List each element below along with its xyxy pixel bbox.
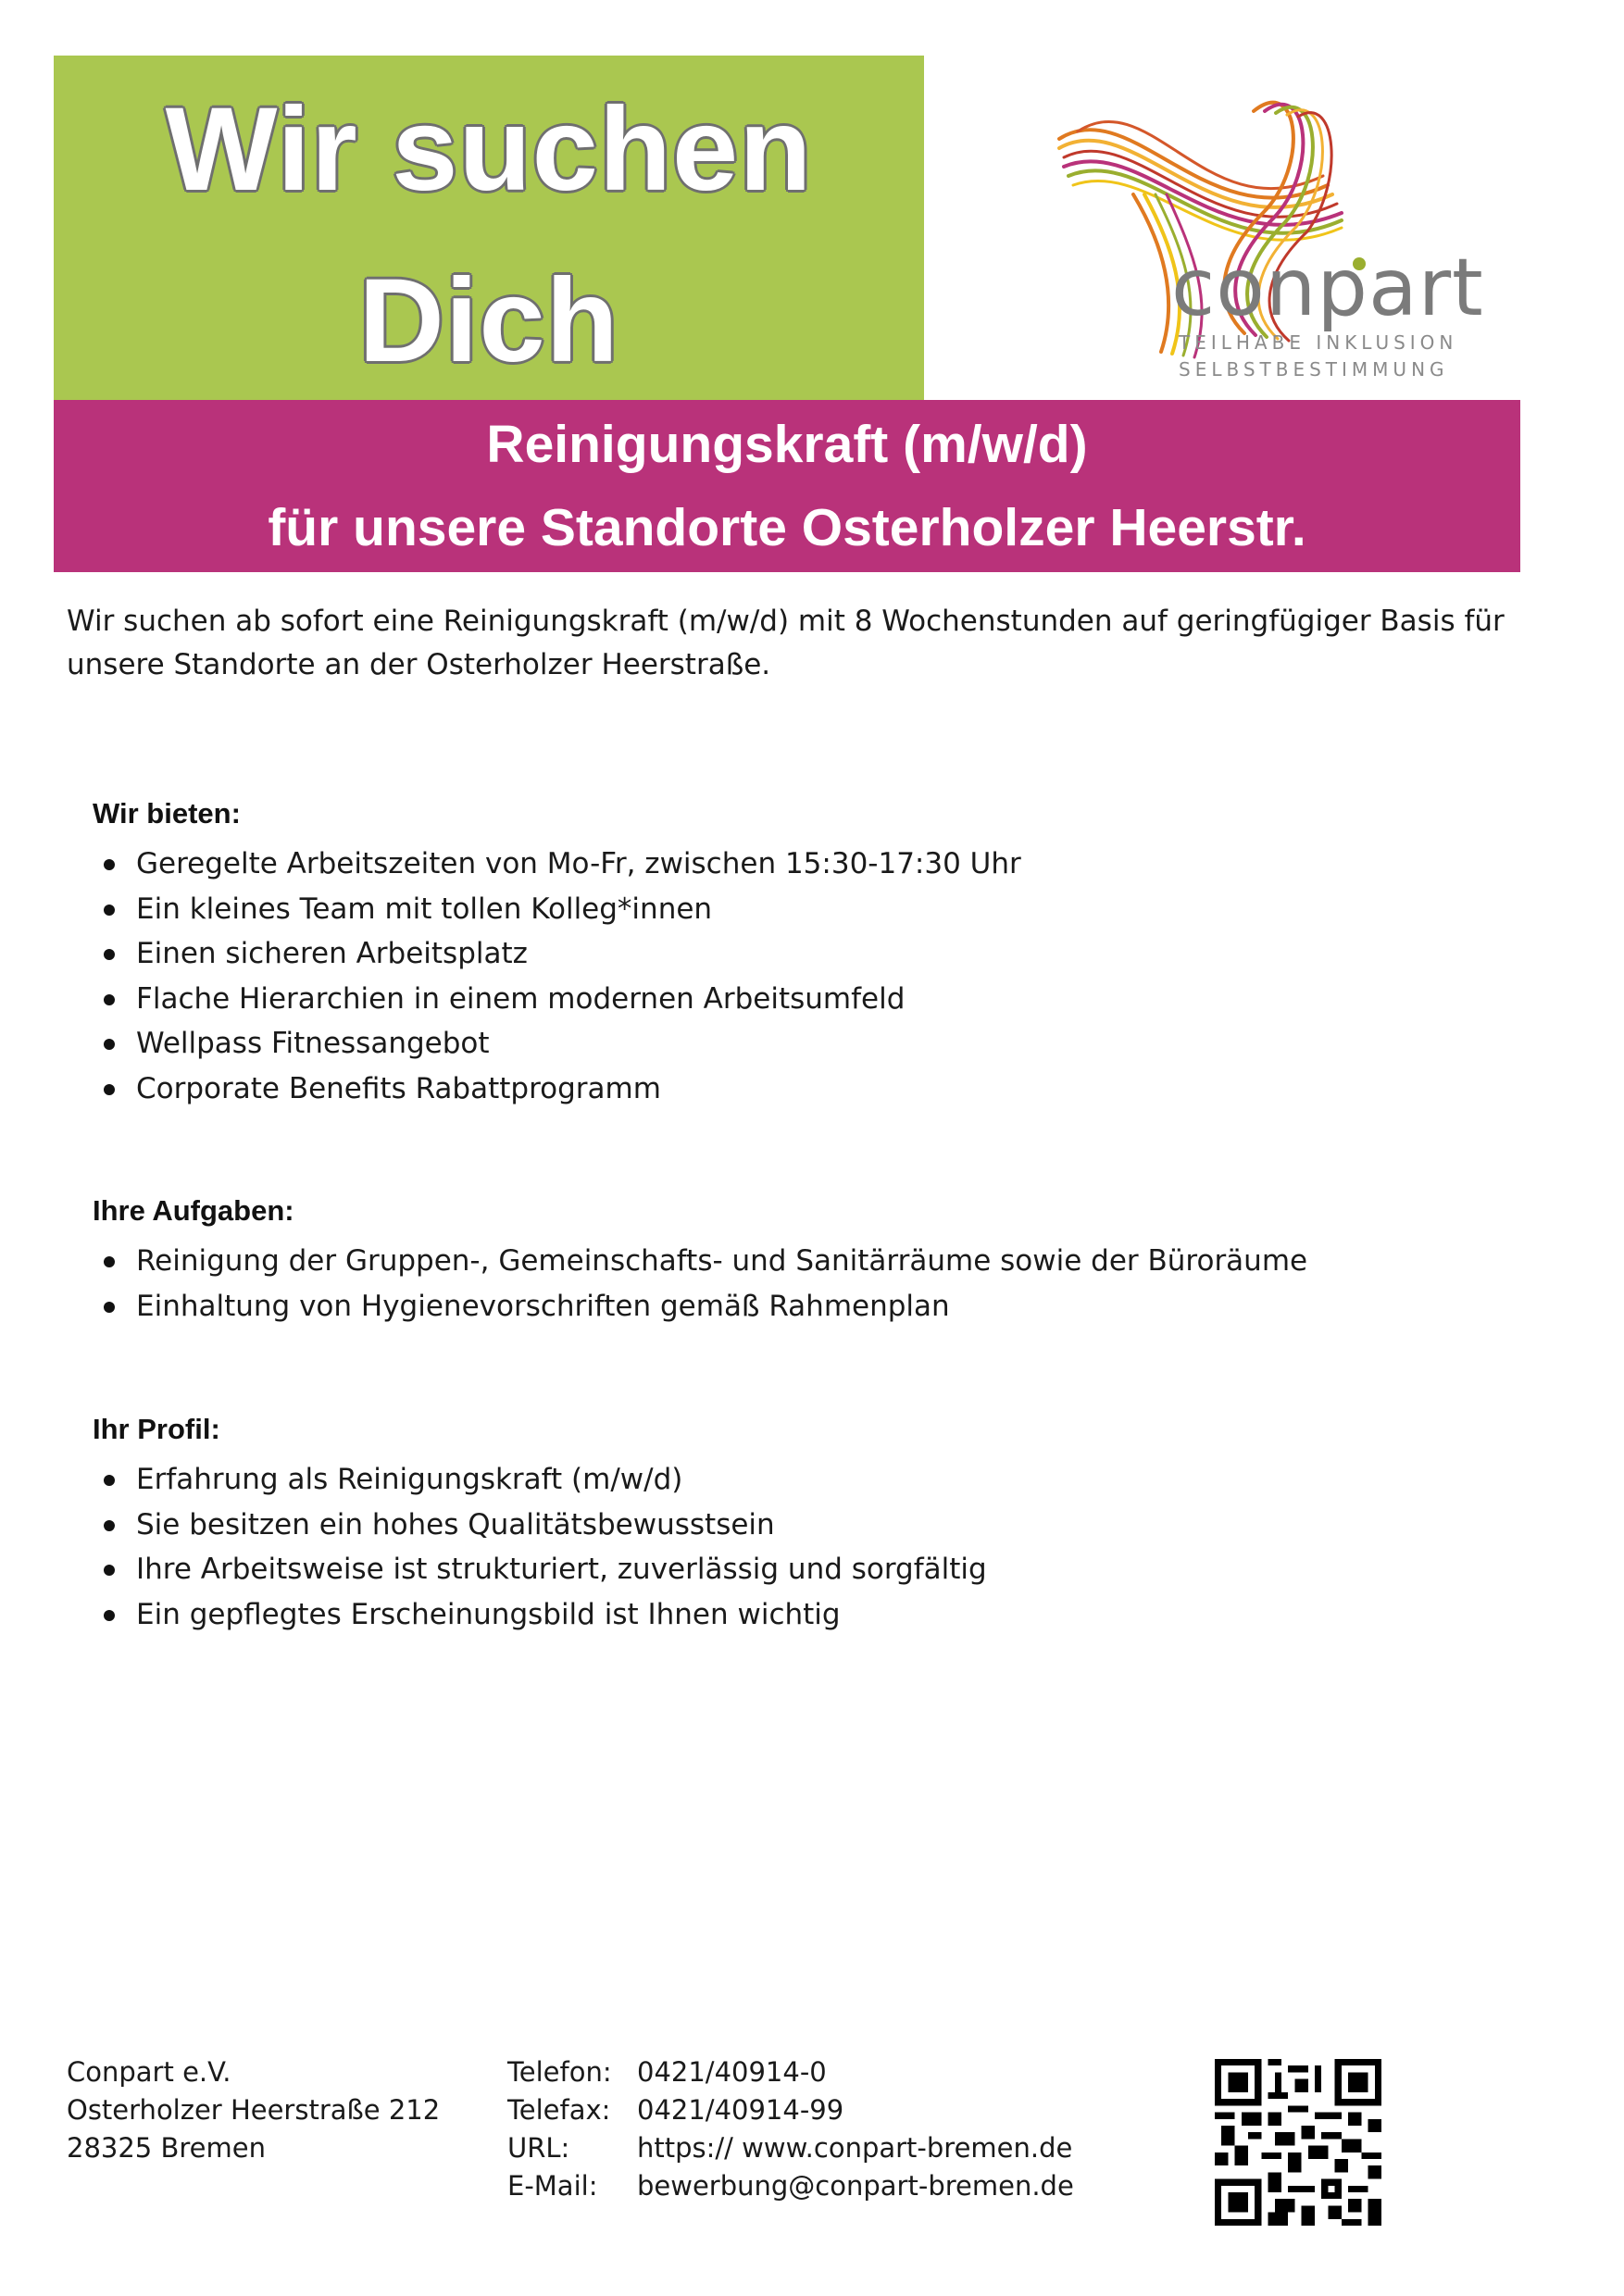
list-item: Sie besitzen ein hohes Qualitätsbewusstsein	[93, 1503, 1389, 1548]
qr-code-icon	[1215, 2059, 1381, 2226]
section-heading: Wir bieten:	[93, 797, 241, 830]
list-item: Wellpass Fitnessangebot	[93, 1021, 1389, 1067]
list-item: Corporate Benefits Rabattprogramm	[93, 1067, 1389, 1112]
section-tasks	[93, 1189, 1389, 1329]
headline-line-2: Dich	[358, 255, 619, 387]
list-item: Einhaltung von Hygienevorschriften gemäß Rahmenplan	[93, 1284, 1389, 1329]
organization-name: Conpart e.V.	[67, 2056, 231, 2088]
list-item: Reinigung der Gruppen-, Gemeinschafts- und Sanitärräume sowie der Büroräume	[93, 1239, 1389, 1284]
job-title: Reinigungskraft (m/w/d)	[486, 415, 1088, 474]
fax-label: Telefax:	[507, 2094, 611, 2126]
website-link[interactable]: https:// www.conpart-bremen.de	[637, 2132, 1073, 2164]
fax-number: 0421/40914-99	[637, 2094, 844, 2126]
url-label: URL:	[507, 2132, 570, 2164]
list-item: Erfahrung als Reinigungskraft (m/w/d)	[93, 1457, 1389, 1503]
logo-wordmark: conpart	[1171, 242, 1484, 334]
email-label: E-Mail:	[507, 2170, 598, 2202]
section-heading: Ihr Profil:	[93, 1413, 220, 1445]
tasks-list	[93, 1239, 1389, 1329]
street-address: Osterholzer Heerstraße 212	[67, 2094, 441, 2126]
section-profile	[93, 1407, 1389, 1637]
list-item: Geregelte Arbeitszeiten von Mo-Fr, zwischen 15:30-17:30 Uhr	[93, 842, 1389, 887]
list-item: Einen sicheren Arbeitsplatz	[93, 931, 1389, 977]
list-item: Ihre Arbeitsweise ist strukturiert, zuverlässig und sorgfältig	[93, 1547, 1389, 1592]
job-location: für unsere Standorte Osterholzer Heerstr.	[268, 498, 1306, 557]
headline-line-1: Wir suchen	[165, 83, 813, 216]
city-postcode: 28325 Bremen	[67, 2132, 266, 2164]
email-link[interactable]: bewerbung@conpart-bremen.de	[637, 2170, 1074, 2202]
section-heading: Ihre Aufgaben:	[93, 1194, 294, 1227]
phone-number: 0421/40914-0	[637, 2056, 827, 2088]
footer-contact-labels	[507, 2053, 612, 2205]
footer-address	[67, 2053, 440, 2167]
logo-tagline-2: SELBSTBESTIMMUNG	[1179, 358, 1449, 381]
profile-list	[93, 1457, 1389, 1637]
section-benefits	[93, 792, 1389, 1111]
list-item: Flache Hierarchien in einem modernen Arbeitsumfeld	[93, 977, 1389, 1022]
intro-paragraph: Wir suchen ab sofort eine Reinigungskraft (m/w/d) mit 8 Wochenstunden auf geringfügiger Basis für unsere Standorte an der Osterholzer Heerstraße.	[67, 605, 1505, 681]
list-item: Ein kleines Team mit tollen Kolleg*innen	[93, 887, 1389, 932]
logo-tagline-1: TEILHABE INKLUSION	[1179, 331, 1458, 354]
benefits-list	[93, 842, 1389, 1111]
list-item: Ein gepflegtes Erscheinungsbild ist Ihnen wichtig	[93, 1592, 1389, 1638]
footer-contact-values	[637, 2053, 1074, 2205]
phone-label: Telefon:	[507, 2056, 612, 2088]
